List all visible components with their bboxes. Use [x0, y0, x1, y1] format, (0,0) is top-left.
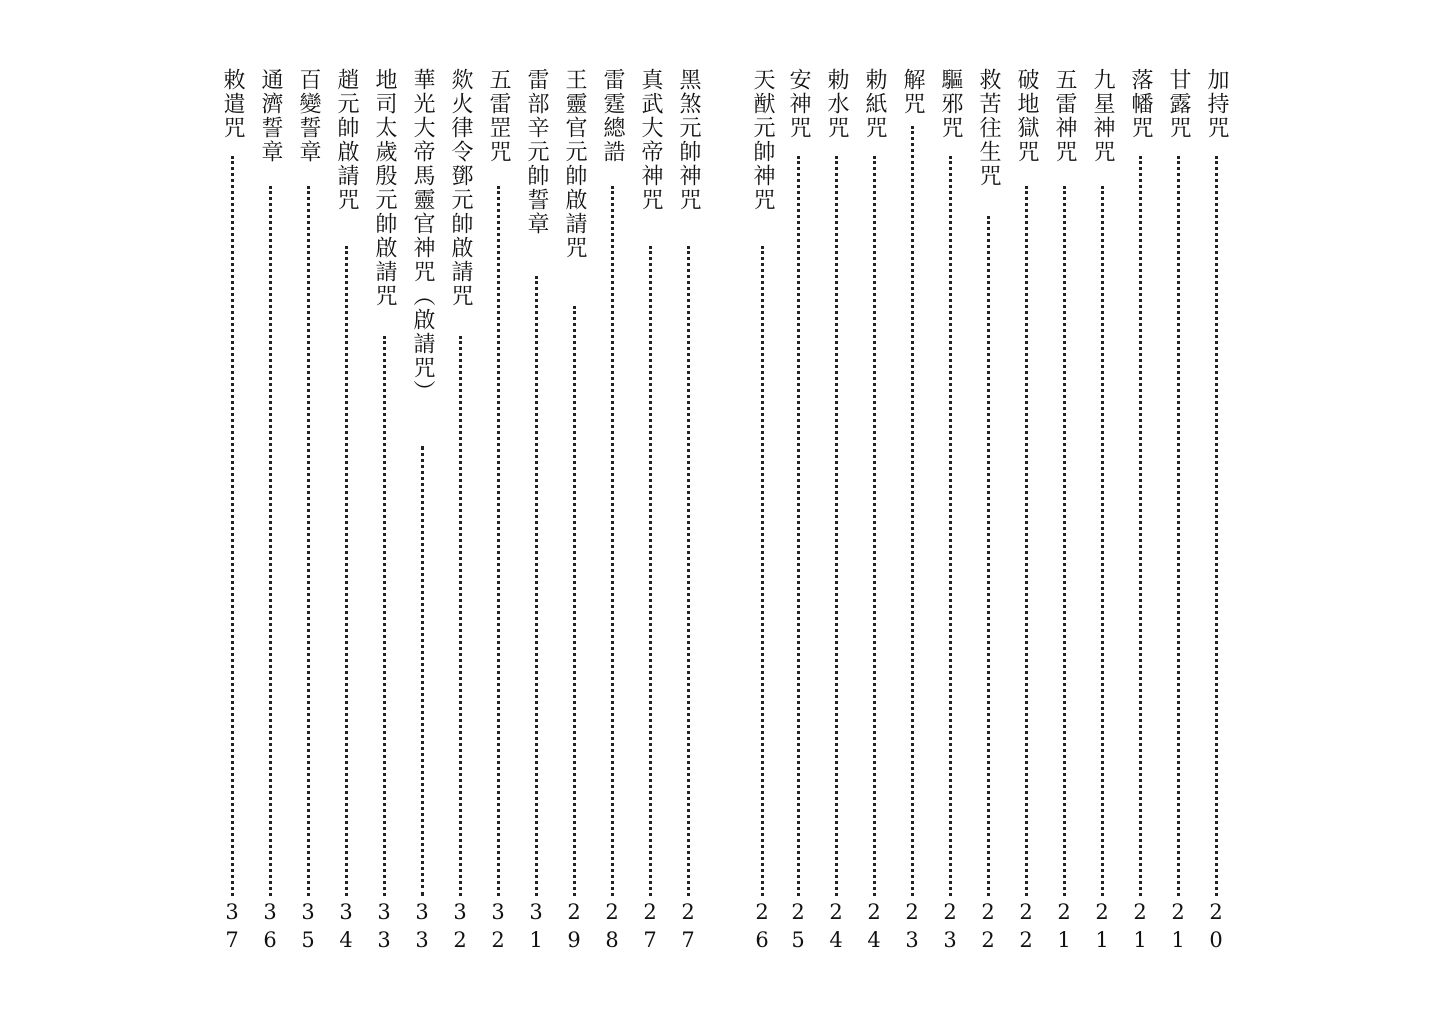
toc-entry — [369, 68, 399, 956]
dot-leader — [1025, 186, 1028, 896]
toc-entry — [407, 68, 437, 956]
toc-entry — [331, 68, 361, 956]
toc-entry-page: 29 — [562, 900, 586, 956]
dot-leader — [1139, 156, 1142, 896]
toc-entry-page: 27 — [638, 900, 662, 956]
toc-entry-page: 22 — [1014, 900, 1038, 956]
dot-leader — [835, 156, 838, 896]
toc-entry — [217, 68, 247, 956]
dot-leader — [269, 186, 272, 896]
toc-entry-title: 地司太歲殷元帥啟請咒 — [372, 68, 397, 308]
toc-entry-title: 欻火律令鄧元帥啟請咒 — [448, 68, 473, 308]
toc-entry — [821, 68, 851, 956]
toc-entry-title: 勅紙咒 — [862, 68, 887, 140]
toc-entry-title: 破地獄咒 — [1014, 68, 1039, 164]
dot-leader — [345, 246, 348, 896]
toc-entry-title: 通濟誓章 — [258, 68, 283, 164]
toc-entry-page: 33 — [372, 900, 396, 956]
dot-leader — [535, 276, 538, 896]
dot-leader — [649, 246, 652, 896]
toc-entry-title: 王靈官元帥啟請咒 — [562, 68, 587, 260]
toc-entry-title: 雷霆總誥 — [600, 68, 625, 164]
dot-leader — [1177, 156, 1180, 896]
toc-entry-title: 趙元帥啟請咒 — [334, 68, 359, 212]
dot-leader — [421, 446, 424, 896]
toc-entry-title: 五雷神咒 — [1052, 68, 1077, 164]
toc-entry-page: 26 — [750, 900, 774, 956]
toc-entry — [635, 68, 665, 956]
toc-entry-title: 加持咒 — [1204, 68, 1229, 140]
dot-leader — [1215, 156, 1218, 896]
toc-entry-page: 28 — [600, 900, 624, 956]
toc-entry-title: 雷部辛元帥誓章 — [524, 68, 549, 236]
dot-leader — [987, 216, 990, 896]
dot-leader — [383, 336, 386, 896]
toc-entry — [1201, 68, 1231, 956]
toc-entry-page: 32 — [486, 900, 510, 956]
toc-entry-title: 勅水咒 — [824, 68, 849, 140]
toc-entry — [559, 68, 589, 956]
dot-leader — [611, 186, 614, 896]
toc-entry-page: 37 — [220, 900, 244, 956]
toc-entry-page: 21 — [1052, 900, 1076, 956]
toc-entry-title: 百變誓章 — [296, 68, 321, 164]
toc-entry — [1163, 68, 1193, 956]
toc-entry — [521, 68, 551, 956]
dot-leader — [1101, 186, 1104, 896]
toc-entry-title: 真武大帝神咒 — [638, 68, 663, 212]
toc-entry-page: 24 — [862, 900, 886, 956]
toc-entry-page: 34 — [334, 900, 358, 956]
dot-leader — [911, 126, 914, 896]
toc-entry-title: 九星神咒 — [1090, 68, 1115, 164]
toc-entry-title: 解咒 — [900, 68, 925, 116]
toc-entry-page: 31 — [524, 900, 548, 956]
dot-leader — [573, 306, 576, 896]
toc-entry-page: 20 — [1204, 900, 1228, 956]
dot-leader — [231, 156, 234, 896]
toc-entry-title: 華光大帝馬靈官神咒（啟請咒） — [410, 68, 435, 404]
toc-entry-page: 33 — [410, 900, 434, 956]
toc-entry-title: 五雷罡咒 — [486, 68, 511, 164]
toc-entry — [1011, 68, 1041, 956]
dot-leader — [949, 156, 952, 896]
toc-entry — [673, 68, 703, 956]
toc-entry-page: 21 — [1090, 900, 1114, 956]
toc-entry-page: 23 — [938, 900, 962, 956]
toc-entry — [445, 68, 475, 956]
toc-entry-title: 安神咒 — [786, 68, 811, 140]
toc-entry — [1049, 68, 1079, 956]
toc-entry — [1125, 68, 1155, 956]
toc-entry — [483, 68, 513, 956]
dot-leader — [459, 336, 462, 896]
toc-entry-page: 36 — [258, 900, 282, 956]
toc-entry-title: 甘露咒 — [1166, 68, 1191, 140]
toc-entry-page: 27 — [676, 900, 700, 956]
toc-entry-page: 32 — [448, 900, 472, 956]
toc-entry-page: 22 — [976, 900, 1000, 956]
toc-entry — [973, 68, 1003, 956]
toc-entry-page: 21 — [1166, 900, 1190, 956]
dot-leader — [873, 156, 876, 896]
toc-entry-title: 救苦往生咒 — [976, 68, 1001, 188]
toc-entry-title: 落幡咒 — [1128, 68, 1153, 140]
toc-entry — [897, 68, 927, 956]
dot-leader — [1063, 186, 1066, 896]
toc-entry-page: 25 — [786, 900, 810, 956]
toc-entry — [597, 68, 627, 956]
toc-entry — [783, 68, 813, 956]
dot-leader — [307, 186, 310, 896]
toc-entry — [747, 68, 777, 956]
dot-leader — [797, 156, 800, 896]
toc-entry — [255, 68, 285, 956]
toc-entry-page: 21 — [1128, 900, 1152, 956]
toc-entry-title: 敕遣咒 — [220, 68, 245, 140]
toc-entry-page: 35 — [296, 900, 320, 956]
toc-entry — [859, 68, 889, 956]
dot-leader — [761, 246, 764, 896]
toc-entry-page: 23 — [900, 900, 924, 956]
dot-leader — [497, 186, 500, 896]
toc-entry-title: 驅邪咒 — [938, 68, 963, 140]
toc-entry — [1087, 68, 1117, 956]
dot-leader — [687, 246, 690, 896]
toc-entry-title: 黑煞元帥神咒 — [676, 68, 701, 212]
toc-entry — [293, 68, 323, 956]
toc-entry-title: 天猷元帥神咒 — [750, 68, 775, 212]
toc-entry — [935, 68, 965, 956]
toc-entry-page: 24 — [824, 900, 848, 956]
